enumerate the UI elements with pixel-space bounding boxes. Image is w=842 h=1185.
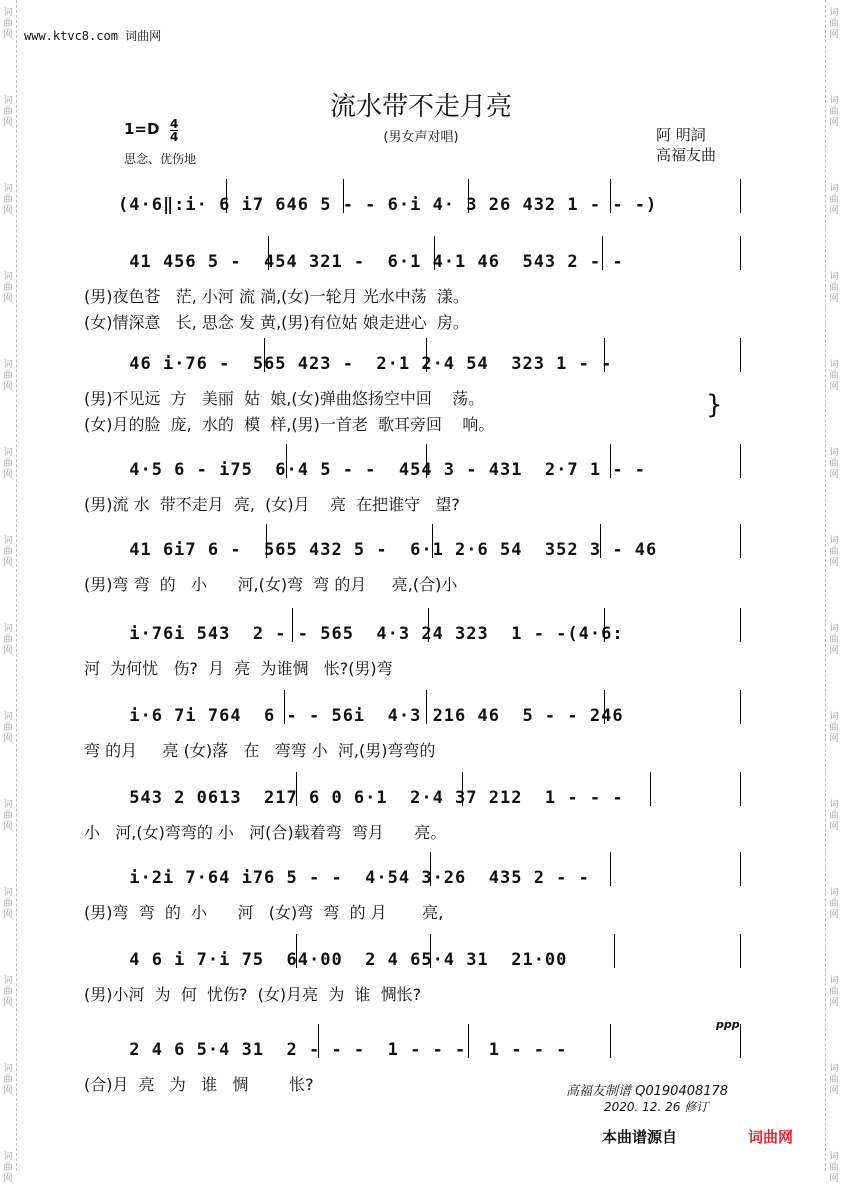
lyric-line: (男)小河 为 何 忧伤? (女)月亮 为 谁 惆怅? [84,985,422,1004]
notation-line: i·2i 7·64 i76 5 - - 4·54 3·26 435 2 - - [118,868,590,888]
watermark-text: 词 曲 网 [3,888,13,920]
watermark-text: 词 曲 网 [3,272,13,304]
bar-line [740,524,741,558]
notation-line: 2 4 6 5·4 31 2 - - - 1 - - - 1 - - - [118,1040,568,1060]
lyric-line: (男)流 水 带不走月 亮, (女)月 亮 在把谁守 望? [84,495,460,514]
bar-line [740,772,741,806]
bar-line [426,338,427,372]
bar-line [434,236,435,270]
bar-line [740,690,741,724]
lyric-line: (女)情深意 长, 思念 发 黄,(男)有位姑 娘走进心 房。 [84,313,469,332]
bar-line [740,236,741,270]
watermark-text: 词 曲 网 [829,800,839,832]
notation-line: 4 6 i 7·i 75 64·00 2 4 65·4 31 21·00 [118,950,568,970]
watermark-text: 词 曲 网 [3,8,13,40]
bar-line [650,772,651,806]
notation-line: (4·6‖:i· 6 i7 646 5 - - 6·i 4· 3 26 432 1 - - -) [118,195,658,215]
bar-line [610,1024,611,1058]
watermark-text: 词 曲 网 [829,1152,839,1184]
notation-line: 46 i·76 - 565 423 - 2·1 2·4 54 323 1 - - [118,354,613,374]
song-title: 流水带不走月亮 [329,92,512,122]
bar-line [740,608,741,642]
bar-line [614,934,615,968]
watermark-text: 词 曲 网 [829,96,839,128]
song-subtitle: (男女声对唱) [383,130,459,145]
bar-line [430,852,431,886]
revision-date: 2020. 12. 26 修订 [604,1100,709,1114]
bar-line [226,179,227,213]
lyric-line: (男)不见远 方 美丽 姑 娘,(女)弹曲悠扬空中回 荡。 [84,389,485,408]
lyric-line: (男)弯 弯 的 小 河 (女)弯 弯 的 月 亮, [84,903,444,922]
watermark-text: 词 曲 网 [829,184,839,216]
watermark-text: 词 曲 网 [829,976,839,1008]
notation-line: i·6 7i 764 6 - - 56i 4·3 216 46 5 - - 246 [118,706,624,726]
watermark-text: 词 曲 网 [829,536,839,568]
bar-line [610,179,611,213]
bar-line [292,608,293,642]
watermark-text: 词 曲 网 [3,976,13,1008]
watermark-text: 词 曲 网 [829,888,839,920]
bar-line [264,338,265,372]
source-brand[interactable]: 词曲网 [748,1128,794,1146]
lyric-line: (女)月的脸 庞, 水的 模 样,(男)一首老 歌耳旁回 响。 [84,415,495,434]
composer-credit: 高福友曲 [656,146,717,164]
site-url[interactable]: www.ktvc8.com 词曲网 [24,29,162,43]
lyric-line: 小 河,(女)弯弯的 小 河(合)载着弯 弯月 亮。 [84,823,447,842]
bar-line [610,852,611,886]
bar-line [468,179,469,213]
bar-line [740,179,741,213]
bar-line [740,1024,741,1058]
watermark-text: 词 曲 网 [3,1152,13,1184]
watermark-text: 词 曲 网 [3,712,13,744]
bar-line [604,338,605,372]
lyric-line: (合)月 亮 为 谁 惆 怅? [84,1075,314,1094]
watermark-text: 词 曲 网 [3,1064,13,1096]
bar-line [296,934,297,968]
watermark-text: 词 曲 网 [829,448,839,480]
time-bottom: 4 [170,130,179,144]
left-watermark-strip [0,0,17,1184]
lyricist-credit: 阿 明詞 [656,126,706,144]
bar-line [610,444,611,478]
watermark-text: 词 曲 网 [829,8,839,40]
watermark-text: 词 曲 网 [829,272,839,304]
bar-line [426,690,427,724]
watermark-text: 词 曲 网 [829,1064,839,1096]
source-label: 本曲谱源自 [602,1128,678,1146]
time-signature [170,118,178,143]
bar-line [268,236,269,270]
lyric-line: 河 为何忧 伤? 月 亮 为谁惆 怅?(男)弯 [84,659,393,678]
bar-line [296,772,297,806]
lyric-line: (男)夜色苍 茫, 小河 流 淌,(女)一轮月 光水中荡 漾。 [84,287,469,306]
arranger-credit: 高福友制谱 Q0190408178 [566,1084,729,1099]
bar-line [600,524,601,558]
bar-line [740,934,741,968]
bar-line [432,524,433,558]
bar-line [284,690,285,724]
dynamics-marking: ppp [716,1018,740,1031]
watermark-text: 词 曲 网 [3,536,13,568]
bar-line [468,1024,469,1058]
bar-line [740,338,741,372]
bar-line [430,934,431,968]
bar-line [604,608,605,642]
bar-line [740,852,741,886]
bar-line [428,608,429,642]
watermark-text: 词 曲 网 [829,712,839,744]
notation-line: 543 2 0613 217 6 0 6·1 2·4 37 212 1 - - - [118,788,624,808]
bar-line [343,179,344,213]
bar-line [318,1024,319,1058]
notation-line: 41 6i7 6 - 565 432 5 - 6·1 2·6 54 352 3 - 46 [118,540,658,560]
watermark-text: 词 曲 网 [3,448,13,480]
key-signature: 1=D [124,120,160,138]
notation-line: 41 456 5 - 454 321 - 6·1 4·1 46 543 2 - - [118,252,624,272]
lyric-line: (男)弯 弯 的 小 河,(女)弯 弯 的月 亮,(合)小 [84,575,458,594]
watermark-text: 词 曲 网 [3,800,13,832]
watermark-text: 词 曲 网 [829,624,839,656]
bar-line [602,236,603,270]
bar-line [426,444,427,478]
lyric-line: 弯 的月 亮 (女)落 在 弯弯 小 河,(男)弯弯的 [84,741,436,760]
notation-line: i·76i 543 2 - - 565 4·3 24 323 1 - -(4·6: [118,624,624,644]
notation-line: 4·5 6 - i75 6·4 5 - - 454 3 - 431 2·7 1 - - [118,460,647,480]
bar-line [604,690,605,724]
bar-line [266,524,267,558]
tempo-mood: 思念、优伤地 [124,152,197,166]
bar-line [462,772,463,806]
right-watermark-strip [825,0,842,1184]
bar-line [740,444,741,478]
time-top: 4 [170,117,179,131]
bar-line [286,444,287,478]
watermark-text: 词 曲 网 [3,360,13,392]
watermark-text: 词 曲 网 [3,184,13,216]
watermark-text: 词 曲 网 [3,96,13,128]
lyric-bracket: } [706,390,723,420]
watermark-text: 词 曲 网 [3,624,13,656]
watermark-text: 词 曲 网 [829,360,839,392]
